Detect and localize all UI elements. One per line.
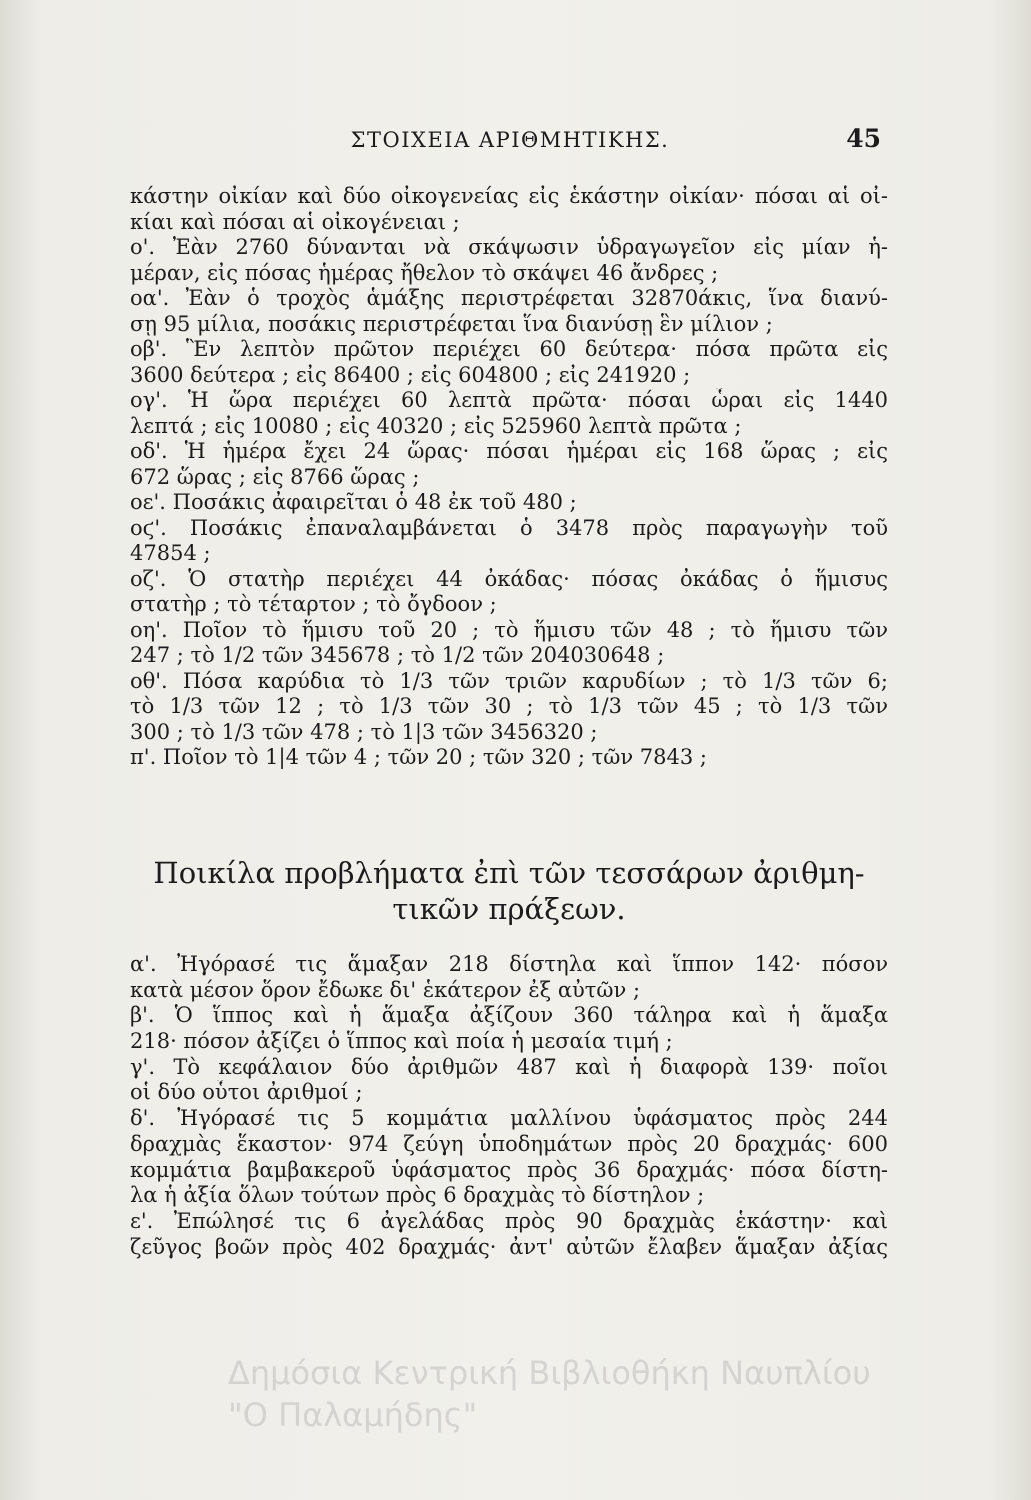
text-line: 47854 ; xyxy=(130,541,211,565)
problem-line: κατὰ μέσον ὅρον ἔδωκε δι' ἑκάτερον ἐξ αὐτῶν ; xyxy=(130,977,641,1002)
text-line: π'. Ποῖον τὸ 1|4 τῶν 4 ; τῶν 20 ; τῶν 320 ; τῶν 7843 ; xyxy=(130,745,707,769)
page-header xyxy=(0,124,1031,168)
problem-line: κομμάτια βαμβακεροῦ ὑφάσματος πρὸς 36 δραχμάς· πόσα δίστη- xyxy=(130,1157,888,1182)
text-line: κάστην οἰκίαν καὶ δύο οἰκογενείας εἰς ἑκάστην οἰκίαν· πόσαι αἱ οἰ- xyxy=(130,184,888,208)
text-line: μέραν, εἰς πόσας ἡμέρας ἤθελον τὸ σκάψει 46 ἄνδρες ; xyxy=(130,260,719,285)
problem-line: ε'. Ἐπώλησέ τις 6 ἀγελάδας πρὸς 90 δραχμὰς ἑκάστην· καὶ xyxy=(130,1208,888,1233)
problem-line: ζεῦγος βοῶν πρὸς 402 δραχμάς· ἀντ' αὐτῶν ἔλαβεν ἅμαξαν ἀξίας xyxy=(130,1234,888,1259)
text-line: 300 ; τὸ 1/3 τῶν 478 ; τὸ 1|3 τῶν 3456320 ; xyxy=(130,719,598,744)
page-number: 45 xyxy=(846,124,881,153)
text-line: κίαι καὶ πόσαι αἱ οἰκογένειαι ; xyxy=(130,209,460,234)
heading-line: τικῶν πράξεων. xyxy=(392,892,626,926)
library-watermark xyxy=(228,1352,1018,1436)
problem-line: οἱ δύο οὗτοι ἀριθμοί ; xyxy=(130,1080,363,1105)
text-line: οε'. Ποσάκις ἀφαιρεῖται ὁ 48 ἐκ τοῦ 480 ; xyxy=(130,490,577,514)
problem-line: 218· πόσον ἀξίζει ὁ ἵππος καὶ ποία ἡ μεσαία τιμή ; xyxy=(130,1029,673,1054)
text-line: οα'. Ἐὰν ὁ τροχὸς ἁμάξης περιστρέφεται 32870άκις, ἵνα διανύ- xyxy=(130,286,888,310)
problem-line: δραχμὰς ἕκαστον· 974 ζεύγη ὑποδημάτων πρὸς 20 δραχμάς· 600 xyxy=(130,1131,888,1156)
text-line: οθ'. Πόσα καρύδια τὸ 1/3 τῶν τριῶν καρυδίων ; τὸ 1/3 τῶν 6; xyxy=(130,668,888,693)
watermark-line: "Ο Παλαμήδης" xyxy=(228,1396,478,1434)
text-line: ο'. Ἐὰν 2760 δύνανται νὰ σκάψωσιν ὑδραγωγεῖον εἰς μίαν ἡ- xyxy=(130,235,888,259)
heading-line: Ποικίλα προβλήματα ἐπὶ τῶν τεσσάρων ἀριθμη- xyxy=(153,856,865,890)
running-title: ΣΤΟΙΧΕΙΑ ΑΡΙΘΜΗΤΙΚΗΣ. xyxy=(350,128,670,152)
text-line: οβ'. Ἓν λεπτὸν πρῶτον περιέχει 60 δεύτερα· πόσα πρῶτα εἰς xyxy=(130,337,888,361)
problem-line: γ'. Τὸ κεφάλαιον δύο ἀριθμῶν 487 καὶ ἡ διαφορὰ 139· ποῖοι xyxy=(130,1054,888,1079)
problem-list xyxy=(130,952,888,1260)
problem-line: β'. Ὁ ἵππος καὶ ἡ ἅμαξα ἀξίζουν 360 τάληρα καὶ ἡ ἅμαξα xyxy=(130,1003,888,1028)
problem-line: δ'. Ἠγόρασέ τις 5 κομμάτια μαλλίνου ὑφάσματος πρὸς 244 xyxy=(130,1106,888,1131)
text-line: 3600 δεύτερα ; εἰς 86400 ; εἰς 604800 ; εἰς 241920 ; xyxy=(130,362,691,387)
exercise-list xyxy=(130,184,888,771)
text-line: στατὴρ ; τὸ τέταρτον ; τὸ ὄγδοον ; xyxy=(130,592,497,616)
watermark-line: Δημόσια Κεντρική Βιβλιοθήκη Ναυπλίου xyxy=(228,1354,871,1392)
text-line: οη'. Ποῖον τὸ ἥμισυ τοῦ 20 ; τὸ ἥμισυ τῶν 48 ; τὸ ἥμισυ τῶν xyxy=(130,617,888,642)
text-line: οϛ'. Ποσάκις ἐπαναλαμβάνεται ὁ 3478 πρὸς παραγωγὴν τοῦ xyxy=(130,515,888,540)
text-line: σῃ 95 μίλια, ποσάκις περιστρέφεται ἵνα διανύσῃ ἓν μίλιον ; xyxy=(130,311,773,336)
text-line: ογ'. Ἡ ὥρα περιέχει 60 λεπτὰ πρῶτα· πόσαι ὧραι εἰς 1440 xyxy=(130,388,888,412)
section-heading xyxy=(130,855,888,927)
problem-line: λα ἡ ἀξία ὅλων τούτων πρὸς 6 δραχμὰς τὸ δίστηλον ; xyxy=(130,1183,705,1208)
text-line: 247 ; τὸ 1/2 τῶν 345678 ; τὸ 1/2 τῶν 204030648 ; xyxy=(130,643,665,667)
text-line: 672 ὥρας ; εἰς 8766 ὥρας ; xyxy=(130,464,420,489)
text-line: λεπτά ; εἰς 10080 ; εἰς 40320 ; εἰς 525960 λεπτὰ πρῶτα ; xyxy=(130,413,742,438)
text-line: οζ'. Ὁ στατὴρ περιέχει 44 ὀκάδας· πόσας ὀκάδας ὁ ἥμισυς xyxy=(130,566,888,591)
problem-line: α'. Ἠγόρασέ τις ἅμαξαν 218 δίστηλα καὶ ἵππον 142· πόσον xyxy=(130,952,888,976)
text-line: οδ'. Ἡ ἡμέρα ἔχει 24 ὥρας· πόσαι ἡμέραι εἰς 168 ὥρας ; εἰς xyxy=(130,439,888,463)
text-line: τὸ 1/3 τῶν 12 ; τὸ 1/3 τῶν 30 ; τὸ 1/3 τῶν 45 ; τὸ 1/3 τῶν xyxy=(130,694,888,718)
